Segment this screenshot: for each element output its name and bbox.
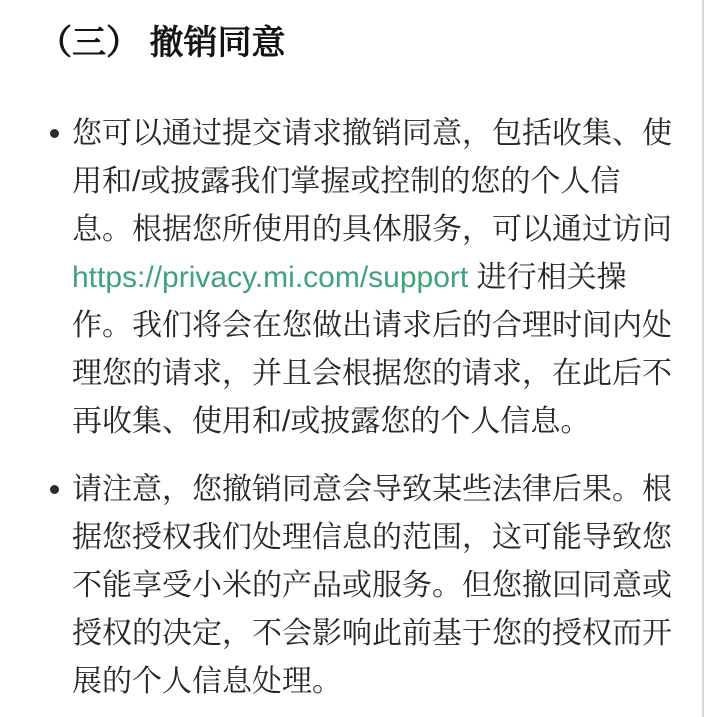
bullet-text-before-link: 您可以通过提交请求撤销同意，包括收集、使用和/或披露我们掌握或控制的您的个人信息。根据您所使用的具体服务，可以通过访问	[72, 117, 672, 246]
bullet-text-after-link: 进行相关操作。我们将会在您做出请求后的合理时间内处理您的请求，并且会根据您的请求，在此后不再收集、使用和/或披露您的个人信息。	[72, 261, 672, 438]
list-item	[38, 110, 680, 446]
privacy-support-link[interactable]: https://privacy.mi.com/support	[72, 261, 469, 294]
right-edge-divider	[702, 0, 704, 717]
bullet-icon	[50, 129, 59, 138]
list-item	[38, 466, 680, 706]
bullet-icon	[50, 485, 59, 494]
section-title: （三） 撤销同意	[38, 24, 286, 62]
bullet-list	[0, 110, 706, 706]
bullet-paragraph	[72, 117, 672, 438]
bullet-paragraph: 请注意，您撤销同意会导致某些法律后果。根据您授权我们处理信息的范围，这可能导致您不能享受小米的产品或服务。但您撤回同意或授权的决定，不会影响此前基于您的授权而开展的个人信息处理。	[72, 473, 672, 698]
